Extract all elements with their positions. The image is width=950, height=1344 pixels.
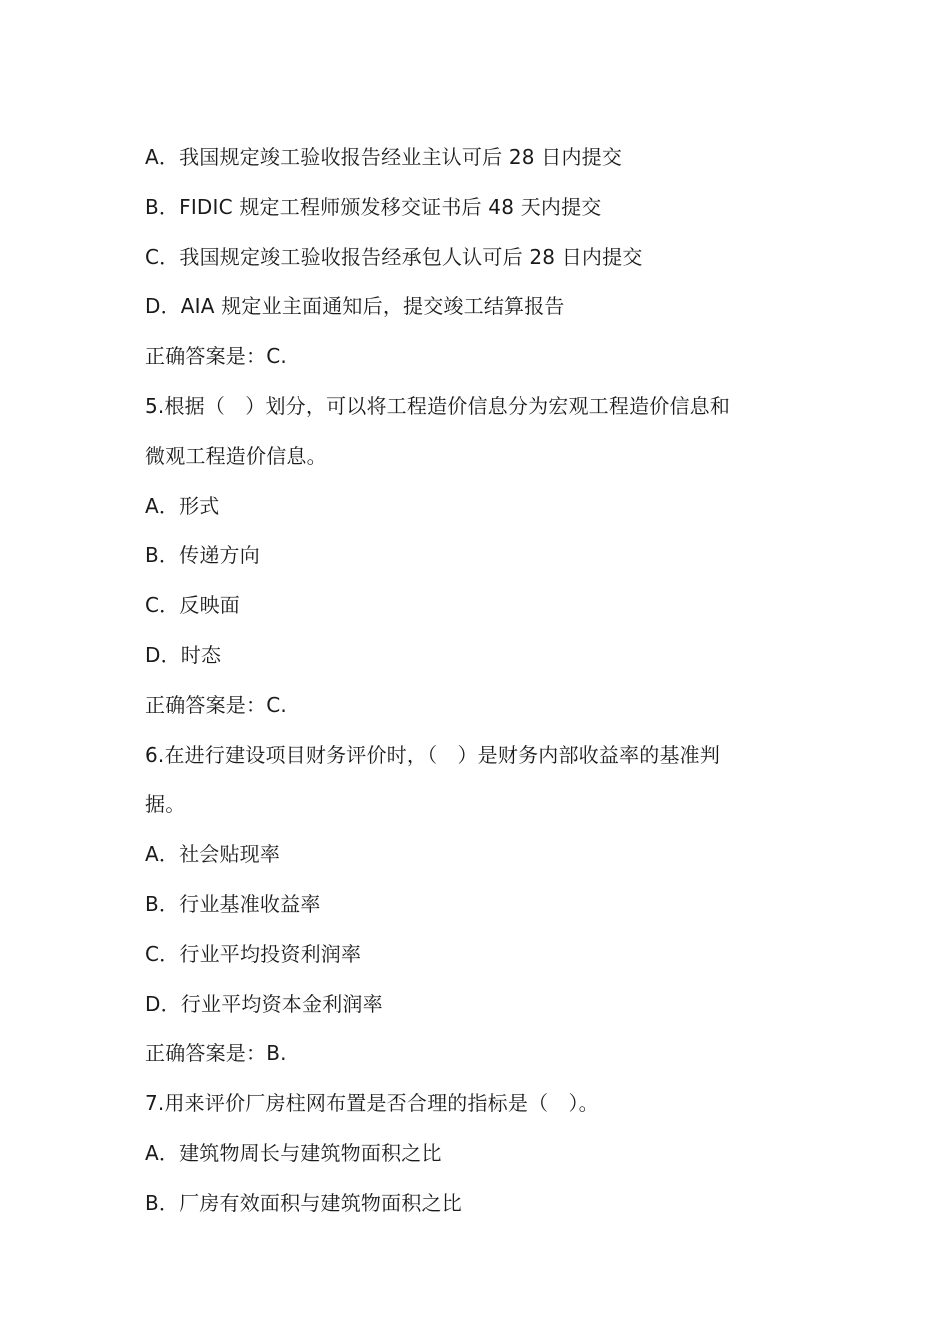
q4-answer: 正确答案是：C. — [145, 344, 287, 369]
q4-option-a: A．我国规定竣工验收报告经业主认可后 28 日内提交 — [145, 145, 623, 169]
q6-question-line-1: 6.在进行建设项目财务评价时，（ ）是财务内部收益率的基准判 — [145, 742, 721, 767]
q5-option-c: C．反映面 — [145, 593, 240, 618]
q4-option-c: C．我国规定竣工验收报告经承包人认可后 28 日内提交 — [145, 244, 643, 269]
q5-answer: 正确答案是：C. — [145, 692, 287, 717]
q7-option-a: A．建筑物周长与建筑物面积之比 — [145, 1140, 442, 1165]
q6-option-a: A．社会贴现率 — [145, 842, 281, 867]
q4-option-b: B．FIDIC 规定工程师颁发移交证书后 48 天内提交 — [145, 194, 602, 219]
q6-option-c: C．行业平均投资利润率 — [145, 941, 362, 966]
document-body — [145, 133, 825, 1229]
q6-option-d: D．行业平均资本金利润率 — [145, 991, 383, 1016]
q6-option-b: B．行业基准收益率 — [145, 891, 321, 916]
q7-option-b: B．厂房有效面积与建筑物面积之比 — [145, 1190, 462, 1215]
q5-option-b: B．传递方向 — [145, 543, 260, 568]
q5-question-line-1: 5.根据（ ）划分，可以将工程造价信息分为宏观工程造价信息和 — [145, 393, 731, 418]
q6-answer: 正确答案是：B. — [145, 1041, 287, 1066]
q5-option-d: D．时态 — [145, 642, 222, 667]
q5-option-a: A．形式 — [145, 493, 220, 518]
q6-question-line-2: 据。 — [145, 792, 186, 817]
q7-question: 7.用来评价厂房柱网布置是否合理的指标是（ ）。 — [145, 1091, 599, 1116]
q4-option-d: D．AIA 规定业主面通知后，提交竣工结算报告 — [145, 294, 565, 319]
q5-question-line-2: 微观工程造价信息。 — [145, 443, 327, 468]
